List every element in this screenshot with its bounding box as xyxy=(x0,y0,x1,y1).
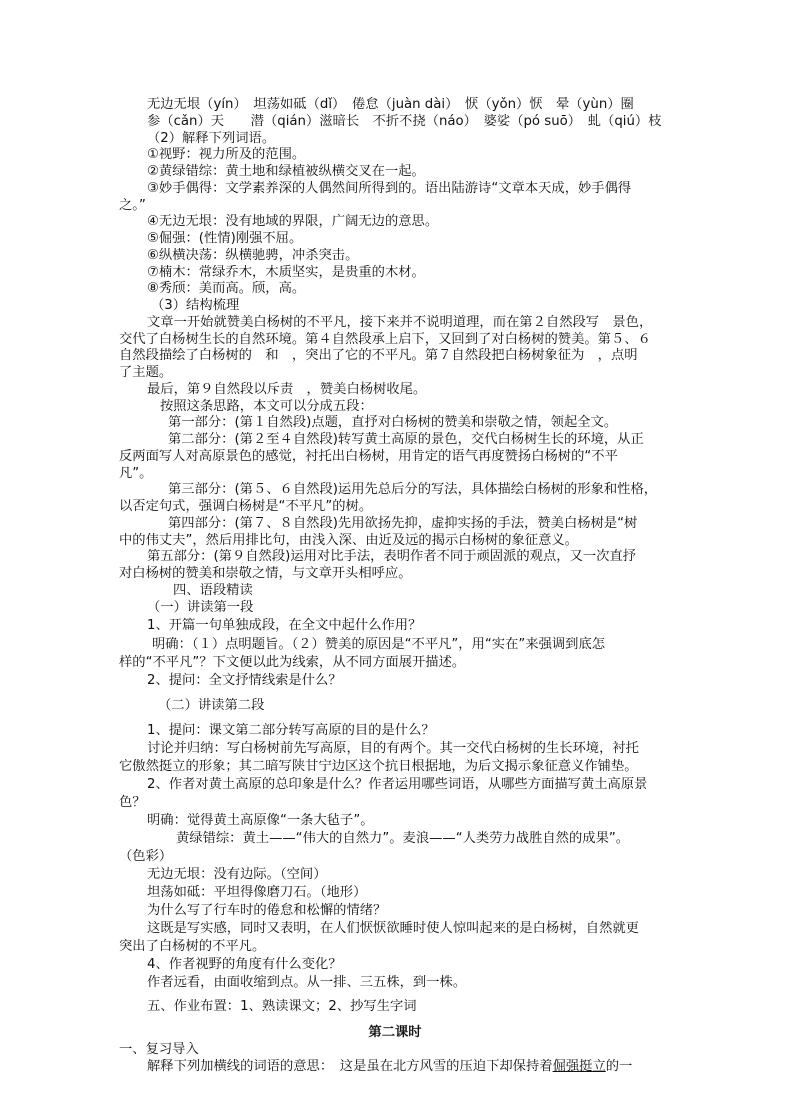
review-prompt xyxy=(147,1058,707,1075)
subheading-second-paragraph: （二）讲读第二段 xyxy=(158,698,265,713)
lesson-two-title: 第二课时 xyxy=(368,1025,422,1040)
section-heading-structure: （3）结构梳理 xyxy=(151,298,240,313)
part-two: 反两面写人对高原景色的感觉，衬托出白杨树，用肯定的语气再度赞扬白杨树的“不平 xyxy=(119,449,618,464)
definition-item: ①视野：视力所及的范围。 xyxy=(147,147,306,162)
definition-item-continued: 之。” xyxy=(119,198,146,213)
body-paragraph: 文章一开始就赞美白杨树的不平凡，接下来并不说明道理，而在第２自然段写 景色， xyxy=(147,315,653,330)
definition-item: ③妙手偶得：文学素养深的人偶然间所得到的。语出陆游诗“文章本天成，妙手偶得 xyxy=(147,181,632,196)
question: 2、提问：全文抒情线索是什么？ xyxy=(147,673,342,688)
answer: 无边无垠：没有边际。（空间） xyxy=(147,867,327,882)
body-paragraph: 最后，第９自然段以斥责 ，赞美白杨树收尾。 xyxy=(147,382,427,397)
answer: 作者远看，由面收缩到点。从一排、三五株，到一株。 xyxy=(147,975,467,990)
definition-item: ②黄绿错综：黄土地和绿植被纵横交叉在一起。 xyxy=(147,164,425,179)
body-paragraph: 了主题。 xyxy=(119,365,173,380)
part-five: 对白杨树的赞美和崇敬之情，与文章开头相呼应。 xyxy=(119,566,412,581)
part-five: 第五部分：(第９自然段)运用对比手法，表明作者不同于顽固派的观点，又一次直抒 xyxy=(147,549,637,564)
part-four: 第四部分：(第７、８自然段)先用欲扬先抑，虚抑实扬的手法，赞美白杨树是“树 xyxy=(168,516,638,531)
discussion: 讨论并归纳：写白杨树前先写高原，目的有两个。其一交代白杨树的生长环境，衬托 xyxy=(147,741,639,756)
part-four: 中的伟丈夫”，然后用排比句，由浅入深、由近及远的揭示白杨树的象征意义。 xyxy=(119,533,578,548)
answer: （色彩） xyxy=(119,849,173,864)
pinyin-line-2: 参（cǎn）天 潜（qián）滋暗长 不折不挠（náo） 婆娑（pó suō） 虬（qiú）枝 xyxy=(147,114,662,129)
answer: 明确：觉得黄土高原像“一条大毡子”。 xyxy=(147,813,374,828)
part-one: 第一部分：(第１自然段)点题，直抒对白杨树的赞美和崇敬之情，领起全文。 xyxy=(168,415,618,430)
definition-item: ④无边无垠：没有地域的界限，广阔无边的意思。 xyxy=(147,214,439,229)
definition-item: ⑧秀颀：美而高。颀，高。 xyxy=(147,281,306,296)
definition-item: ⑤倔强：(性情)刚强不屈。 xyxy=(147,231,303,246)
section-heading-explain-words: （2）解释下列词语。 xyxy=(147,131,276,146)
question: 2、作者对黄土高原的总印象是什么？作者运用哪些词语，从哪些方面描写黄土高原景 xyxy=(147,777,648,792)
section-heading-review: 一、复习导入 xyxy=(119,1042,199,1057)
section-heading-close-reading: 四、语段精读 xyxy=(173,583,253,598)
subheading-first-paragraph: （一）讲读第一段 xyxy=(147,600,254,615)
discussion: 它傲然挺立的形象；其二暗写陕甘宁边区这个抗日根据地，为后文揭示象征意义作铺垫。 xyxy=(119,759,638,774)
review-prompt-tail: 的一 xyxy=(605,1059,633,1074)
answer: 突出了白杨树的不平凡。 xyxy=(119,939,266,954)
question: 1、提问：课文第二部分转写高原的目的是什么？ xyxy=(147,723,435,738)
body-paragraph: 自然段描绘了白杨树的 和 ，突出了它的不平凡。第７自然段把白杨树象征为 ，点明 xyxy=(119,348,638,363)
answer: 黄绿错综：黄土——“伟大的自然力”。麦浪——“人类劳力战胜自然的成果”。 xyxy=(176,831,630,846)
answer: 明确：（１）点明题旨。（２）赞美的原因是“不平凡”，用“实在”来强调到底怎 xyxy=(152,637,606,652)
answer: 样的“不平凡”？下文便以此为线索，从不同方面展开描述。 xyxy=(119,655,466,670)
question: 色？ xyxy=(119,795,146,810)
underlined-word: 倔强挺立 xyxy=(552,1059,606,1074)
review-prompt-text: 解释下列加横线的词语的意思： 这是虽在北方风雪的压迫下却保持着 xyxy=(147,1059,553,1074)
homework: 五、作业布置：1、熟读课文；2、抄写生字词 xyxy=(147,999,417,1014)
pinyin-line-1: 无边无垠（yín） 坦荡如砥（dǐ） 倦怠（juàn dài） 恹（yǒn）恹 晕（yùn）圈 xyxy=(147,97,634,112)
answer: 这既是写实感，同时又表明，在人们恹恹欲睡时使人惊叫起来的是白杨树，自然就更 xyxy=(147,921,639,936)
part-two: 第二部分：(第２至４自然段)转写黄土高原的景色，交代白杨树生长的环境，从正 xyxy=(168,432,644,447)
part-three: 第三部分：(第５、６自然段)运用先总后分的写法，具体描绘白杨树的形象和性格， xyxy=(168,482,658,497)
question: 为什么写了行车时的倦怠和松懈的情绪？ xyxy=(147,903,387,918)
body-paragraph: 交代了白杨树生长的自然环境。第４自然段承上启下，又回到了对白杨树的赞美。第５、６ xyxy=(119,332,651,347)
definition-item: ⑦楠木：常绿乔木，木质坚实，是贵重的木材。 xyxy=(147,265,425,280)
part-three: 以否定句式，强调白杨树是“不平凡”的树。 xyxy=(119,499,373,514)
question: 1、开篇一句单独成段，在全文中起什么作用？ xyxy=(147,618,422,633)
part-two: 凡”。 xyxy=(119,466,153,481)
answer: 坦荡如砥：平坦得像磨刀石。（地形） xyxy=(147,885,367,900)
body-paragraph: 按照这条思路，本文可以分成五段： xyxy=(160,399,373,414)
question: 4、作者视野的角度有什么变化？ xyxy=(147,957,342,972)
definition-item: ⑥纵横决荡：纵横驰骋，冲杀突击。 xyxy=(147,248,359,263)
